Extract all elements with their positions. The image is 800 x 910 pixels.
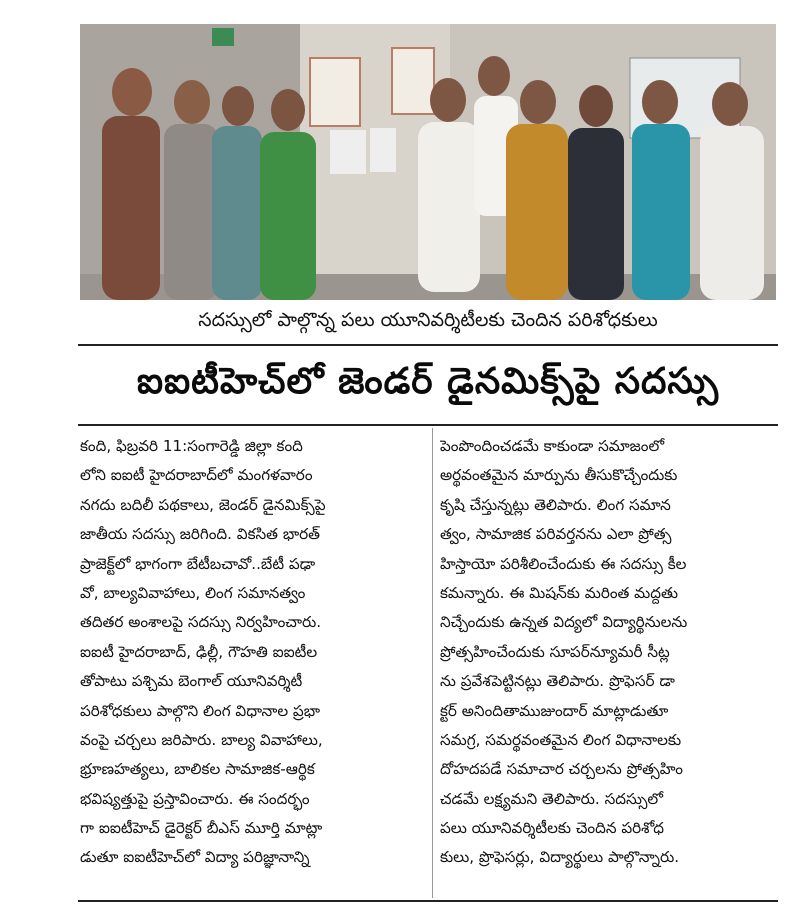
news-photo [80, 24, 776, 300]
article-line: హిస్తాయో పరిశీలించేందుకు ఈ సదస్సు కీల [440, 554, 687, 573]
group-photo-illustration [80, 24, 776, 300]
photo-caption: సదస్సులో పాల్గొన్న పలు యూనివర్శిటీలకు చెందిన పరిశోధకులు [198, 308, 658, 331]
headline: ఐఐటీహెచ్‌లో జెండర్ డైనమిక్స్‌పై సదస్సు [136, 361, 720, 402]
article-line: పలు యూనివర్శిటీలకు చెందిన పరిశోధ [440, 819, 664, 838]
article-line: భవిష్యత్తుపై ప్రస్తావించారు. ఈ సందర్భం [80, 789, 310, 808]
article-line: కృషి చేస్తున్నట్లు తెలిపారు. లింగ సమాన [440, 495, 671, 514]
caption-rule [78, 344, 778, 346]
article-line: జాతీయ సదస్సు జరిగింది. వికసిత భారత్ [80, 525, 320, 544]
article-line: పరిశోధకులు పాల్గొని లింగ విధానాల ప్రభా [80, 701, 321, 720]
article-line: భ్రూణహత్యలు, బాలికల సామాజిక-ఆర్థిక [80, 760, 315, 779]
article-line: తోపాటు పశ్చిమ బెంగాల్ యూనివర్శిటీ [80, 672, 303, 691]
article-line: త్వం, సామాజిక పరివర్తనను ఎలా ప్రోత్స [440, 525, 672, 544]
article-line: నగదు బదిలీ పథకాలు, జెండర్ డైనమిక్స్‌పై [80, 495, 326, 514]
article-line: తదితర అంశాలపై సదస్సు నిర్వహించారు. [80, 613, 322, 632]
article-line: కంది, ఫిబ్రవరి 11:సంగారెడ్డి జిల్లా కంది [80, 437, 303, 455]
article-line: అర్థవంతమైన మార్పును తీసుకొచ్చేందుకు [440, 466, 678, 485]
article-line: నిచ్చేందుకు ఉన్నత విద్యలో విద్యార్థినులను [440, 613, 688, 632]
article-line: ను ప్రవేశపెట్టినట్లు తెలిపారు. ప్రొఫెసర్ డా [440, 672, 675, 691]
article-line: పెంపొందించడమే కాకుండా సమాజంలో [440, 437, 665, 455]
article-line: వో, బాల్యవివాహాలు, లింగ సమానత్వం [80, 583, 306, 602]
article-line: క్టర్ అనిందితాముజుందార్ మాట్లాడుతూ [440, 701, 669, 720]
article-column-right [440, 432, 780, 873]
article-line: ప్రోత్సహించేందుకు సూపర్‌న్యూమరీ సీట్ల [440, 642, 670, 661]
article-line: లోని ఐఐటీ హైదరాబాద్‌లో మంగళవారం [80, 466, 313, 485]
column-divider [432, 428, 433, 898]
bottom-rule [78, 900, 778, 902]
article-line: దోహదపడే సమాచార చర్చలను ప్రోత్సహిం [440, 760, 683, 779]
article-column-left [80, 432, 430, 873]
article-line: గా ఐఐటీహెచ్ డైరెక్టర్ బీఎస్ మూర్తి మాట్లా [80, 819, 323, 838]
headline-rule [78, 424, 778, 426]
article-line: ప్రాజెక్ట్‌లో భాగంగా బేటీబచావో..బేటీ పఢా [80, 554, 316, 573]
article-line: సమగ్ర, సమర్థవంతమైన లింగ విధానాలకు [440, 730, 682, 749]
article-line: చడమే లక్ష్యమని తెలిపారు. సదస్సులో [440, 789, 663, 808]
article-line: ఐఐటీ హైదరాబాద్, ఢిల్లీ, గౌహతి ఐఐటీల [80, 642, 318, 661]
article-line: కమన్నారు. ఈ మిషన్‌కు మరింత మద్దతు [440, 583, 679, 602]
article-line: కులు, ప్రొఫెసర్లు, విద్యార్థులు పాల్గొన్నారు. [440, 848, 680, 867]
article-line: వంపై చర్చలు జరిపారు. బాల్య వివాహాలు, [80, 730, 323, 749]
article-line: డుతూ ఐఐటీహెచ్‌లో విద్యా పరిజ్ఞానాన్ని [80, 848, 310, 867]
